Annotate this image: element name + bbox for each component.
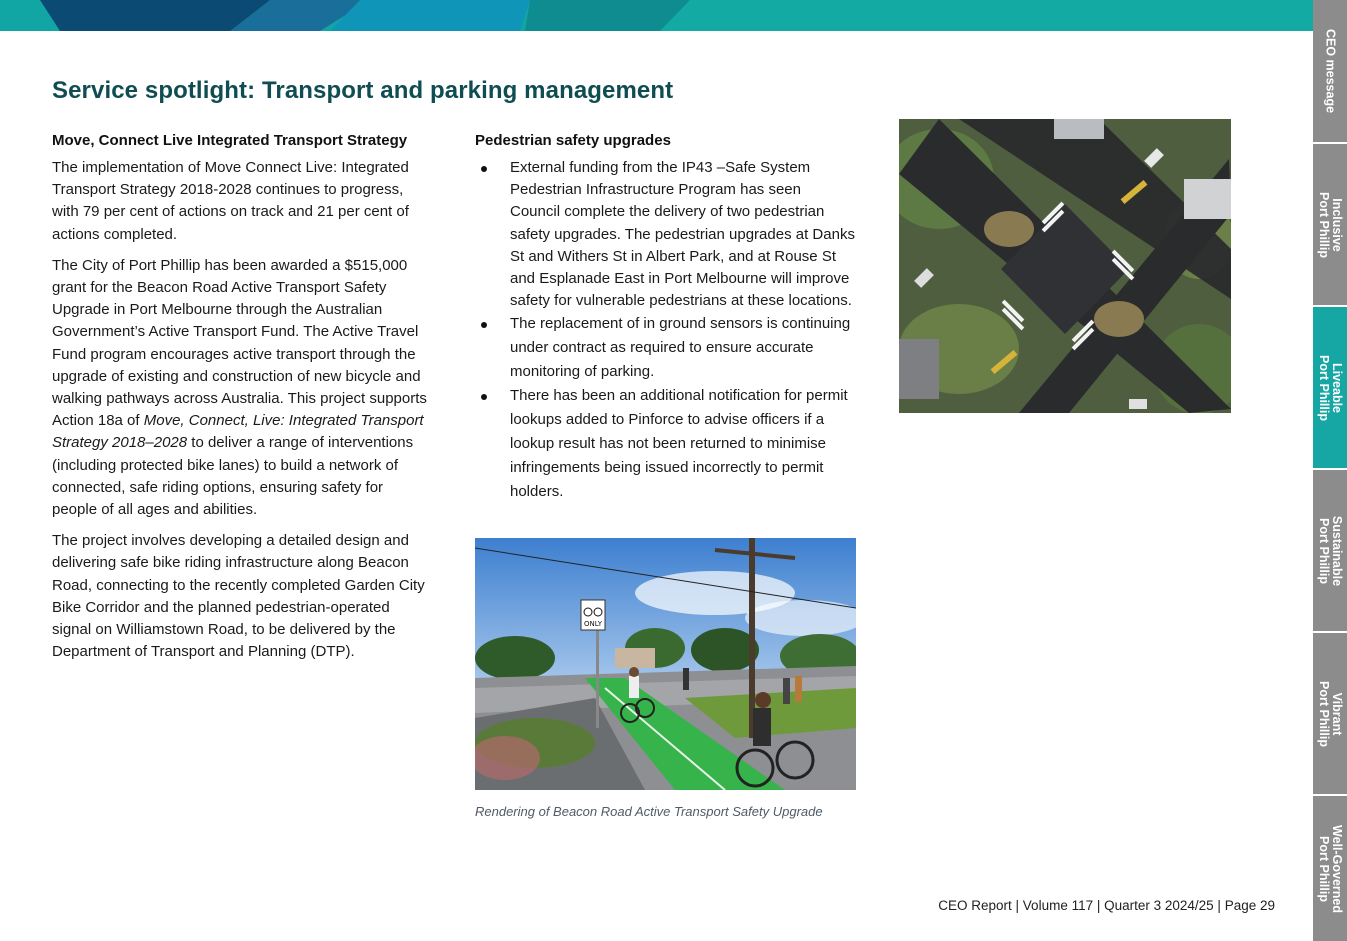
- tab-vibrant-label: [1317, 681, 1343, 747]
- tab-label-line1: Vibrant: [1330, 692, 1344, 735]
- bike-lane-rendering-image: [475, 538, 856, 790]
- strategy-heading: Move, Connect Live Integrated Transport Strategy: [52, 132, 408, 149]
- tab-label-line1: Sustainable: [1330, 515, 1344, 586]
- bike-sign-text: ONLY: [584, 620, 602, 628]
- top-banner: [0, 0, 1313, 31]
- tab-label-line1: Inclusive: [1330, 197, 1344, 252]
- tab-liveable-port-phillip[interactable]: [1313, 307, 1347, 470]
- bicycle-icon: [475, 538, 856, 790]
- pedestrian-bullet-list: [475, 157, 855, 504]
- tab-ceo-message[interactable]: [1313, 0, 1347, 144]
- tab-sustainable-label: [1317, 515, 1343, 585]
- page-title: Service spotlight: Transport and parking management: [52, 77, 674, 104]
- aerial-intersection-photo: [899, 119, 1231, 413]
- list-item: The replacement of in ground sensors is continuing under contract as required to ensure accurate monitoring of parking.: [475, 312, 855, 384]
- tab-label-line1: Liveable: [1330, 362, 1344, 413]
- tab-label-line1: Well-Governed: [1330, 824, 1344, 913]
- strategy-paragraph-3: The project involves developing a detailed design and delivering safe bike riding infrastructure along Beacon Road, connecting to the recently completed Garden City Bike Corridor and the planned pedestrian-operated signal on Williamstown Road, to be delivered by the Department of Transport and Planning (DTP).: [52, 532, 425, 661]
- strategy-paragraph-1: The implementation of Move Connect Live: Integrated Transport Strategy 2018-2028 continues to progress, with 79 per cent of actions on track and 21 per cent of actions completed.: [52, 159, 409, 243]
- para2-end: to deliver a range of interventions (including protected bike lanes) to build a network of connected, safe riding options, ensuring safety for people of all ages and abilities.: [52, 434, 414, 519]
- banner-graphic: [0, 0, 1313, 31]
- image-caption: Rendering of Beacon Road Active Transport Safety Upgrade: [475, 804, 823, 819]
- strategy-paragraph-2: [52, 255, 432, 521]
- page-footer: CEO Report | Volume 117 | Quarter 3 2024/25 | Page 29: [938, 898, 1275, 913]
- tab-inclusive-label: [1317, 192, 1343, 258]
- tab-label-line1: CEO message: [1323, 28, 1338, 114]
- tab-vibrant-port-phillip[interactable]: [1313, 633, 1347, 796]
- list-item: External funding from the IP43 –Safe System Pedestrian Infrastructure Program has seen Council complete the delivery of two pedestrian safety upgrades. The pedestrian upgrades at Danks St and Withers St in Albert Park, and at Rouse St and Esplanade East in Port Melbourne will improve safety for vulnerable pedestrians at these locations.: [475, 157, 855, 312]
- para2-start: The City of Port Phillip has been awarded a $515,000 grant for the Beacon Road Active Transport Safety Upgrade in Port Melbourne through the Australian Government’s Active Transport Fund. The Active Travel Fund program encourages active transport through the upgrade of existing and construction of new bicycle and walking pathways across Australia. This project supports Action 18a of: [52, 256, 427, 430]
- tab-liveable-label: [1317, 355, 1343, 421]
- tab-label-line2: Port Phillip: [1317, 835, 1331, 902]
- tab-label-line2: Port Phillip: [1317, 191, 1331, 258]
- tab-sustainable-port-phillip[interactable]: [1313, 470, 1347, 633]
- section-tabs: [1313, 0, 1347, 941]
- tab-ceo-message-label: [1324, 29, 1337, 113]
- tab-well-governed-label: [1317, 825, 1343, 913]
- column-pedestrian-safety: [475, 130, 855, 504]
- tab-label-line2: Port Phillip: [1317, 517, 1331, 584]
- tab-label-line2: Port Phillip: [1317, 680, 1331, 747]
- aerial-intersection-image: [899, 119, 1231, 413]
- strategy-title-italic: Move, Connect, Live: Integrated Transport Strategy 2018–2028: [52, 412, 424, 452]
- tab-label-line2: Port Phillip: [1317, 354, 1331, 421]
- tab-inclusive-port-phillip[interactable]: [1313, 144, 1347, 307]
- pedestrian-heading: Pedestrian safety upgrades: [475, 132, 671, 149]
- list-item: There has been an additional notification for permit lookups added to Pinforce to advise officers if a lookup result has not been returned to minimise infringements being issued incorrectly to permit holders.: [475, 384, 855, 504]
- column-strategy: [52, 130, 432, 663]
- tab-well-governed-port-phillip[interactable]: [1313, 796, 1347, 941]
